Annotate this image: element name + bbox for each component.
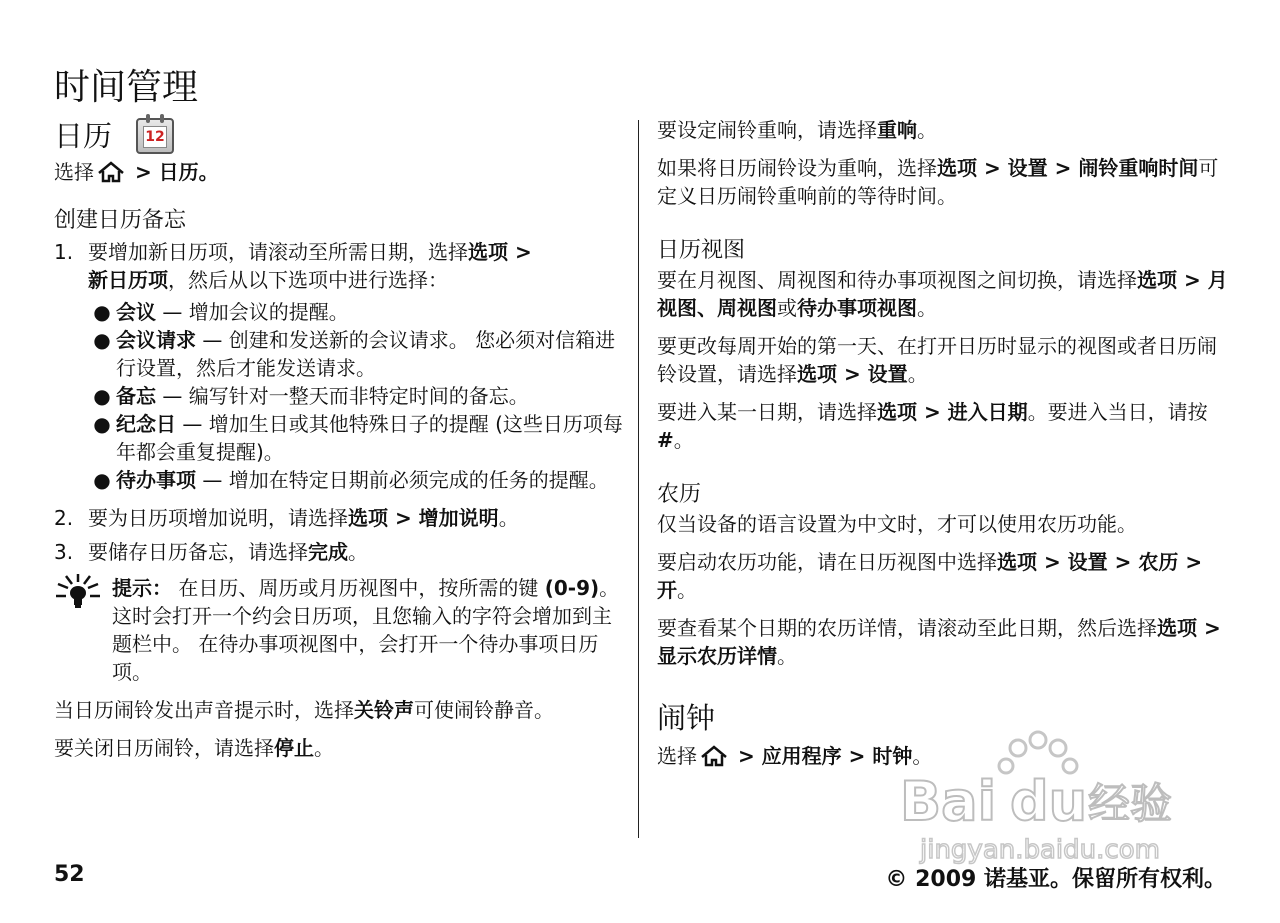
alarm-stop-text: 要关闭日历闹铃，请选择停止。 <box>54 736 334 760</box>
tip-block <box>54 574 626 686</box>
views-text: 要在月视图、周视图和待办事项视图之间切换，请选择选项 > 月视图、周视图或待办事项视图。 <box>657 268 1228 320</box>
watermark-brand-du: du <box>1010 770 1088 833</box>
left-column <box>54 116 626 762</box>
tip-text: 提示： 在日历、周历或月历视图中，按所需的键 (0-9)。 这时会打开一个约会日历项，且您输入的字符会增加到主题栏中。 在待办事项视图中，会打开一个待办事项日历项。 <box>112 576 620 684</box>
copyright: © 2009 诺基亚。保留所有权利。 <box>885 867 1226 892</box>
calendar-icon-number: 12 <box>145 129 165 145</box>
clock-heading: 闹钟 <box>657 701 716 735</box>
column-divider <box>638 120 639 838</box>
calendar-select-path: 选择 > 日历。 <box>54 160 219 184</box>
calendar-heading <box>54 116 626 156</box>
entry-types <box>88 298 626 494</box>
alarm-silence-text: 当日历闹铃发出声音提示时，选择关铃声可使闹铃静音。 <box>54 698 554 722</box>
snooze-text: 要设定闹铃重响，请选择重响。 <box>657 118 937 142</box>
list-item: ● 纪念日 — 增加生日或其他特殊日子的提醒 (这些日历项每年都会重复提醒)。 <box>93 412 623 464</box>
page-number: 52 <box>54 862 85 887</box>
views-heading: 日历视图 <box>657 238 746 263</box>
create-steps <box>54 238 626 566</box>
lunar-text-2: 要启动农历功能，请在日历视图中选择选项 > 设置 > 农历 > 开。 <box>657 550 1203 602</box>
lunar-text-3: 要查看某个日期的农历详情，请滚动至此日期，然后选择选项 > 显示农历详情。 <box>657 616 1221 668</box>
step-2: 2. 要为日历项增加说明，请选择选项 > 增加说明。 <box>54 506 519 530</box>
watermark-brand-jingyan: 经验 <box>1088 779 1173 828</box>
home-icon <box>699 745 729 767</box>
right-column <box>657 116 1229 770</box>
snooze-time-text: 如果将日历闹铃设为重响，选择选项 > 设置 > 闹铃重响时间可定义日历闹铃重响前的等待时间。 <box>657 156 1219 208</box>
list-item: ● 备忘 — 编写针对一整天而非特定时间的备忘。 <box>93 384 529 408</box>
change-settings-text: 要更改每周开始的第一天、在打开日历时显示的视图或者日历闹铃设置，请选择选项 > 设置。 <box>657 334 1217 386</box>
lunar-text-1: 仅当设备的语言设置为中文时，才可以使用农历功能。 <box>657 512 1137 536</box>
watermark-url: jingyan.baidu.com <box>920 835 1160 865</box>
lunar-heading: 农历 <box>657 482 702 507</box>
calendar-heading-text: 日历 <box>54 119 113 153</box>
home-icon <box>96 161 126 183</box>
step-3: 3. 要储存日历备忘，请选择完成。 <box>54 540 368 564</box>
step-1: 1. 要增加新日历项，请滚动至所需日期，选择选项 > 新日历项，然后从以下选项中进行选择： ● 会议 — 增加会议的提醒。 ● 会议请求 — 创建和发送新的会议请求。 您必须对信箱进行设置，然后才能发送请求。 ● 备忘 — 编写针对一整天而非特定时间的备忘。 ● 纪念日 — 增加生日或其他特殊日子的提醒 (这些日历项每年都会重复提醒)。 ● 待办事项 — 增加在特定日期前必须完成的任务的提醒。 <box>54 238 626 494</box>
list-item: ● 会议请求 — 创建和发送新的会议请求。 您必须对信箱进行设置，然后才能发送请求。 <box>93 328 616 380</box>
lightbulb-icon <box>54 574 112 686</box>
calendar-icon <box>136 118 174 154</box>
clock-select-path: 选择 > 应用程序 > 时钟。 <box>657 744 933 768</box>
list-item: ● 会议 — 增加会议的提醒。 <box>93 300 349 324</box>
baidu-watermark <box>900 730 1220 870</box>
list-item: ● 待办事项 — 增加在特定日期前必须完成的任务的提醒。 <box>93 468 609 492</box>
go-to-date-text: 要进入某一日期，请选择选项 > 进入日期。要进入当日，请按 #。 <box>657 400 1208 452</box>
create-heading: 创建日历备忘 <box>54 208 187 233</box>
page-title: 时间管理 <box>54 67 199 108</box>
watermark-brand: Bai <box>900 770 997 833</box>
